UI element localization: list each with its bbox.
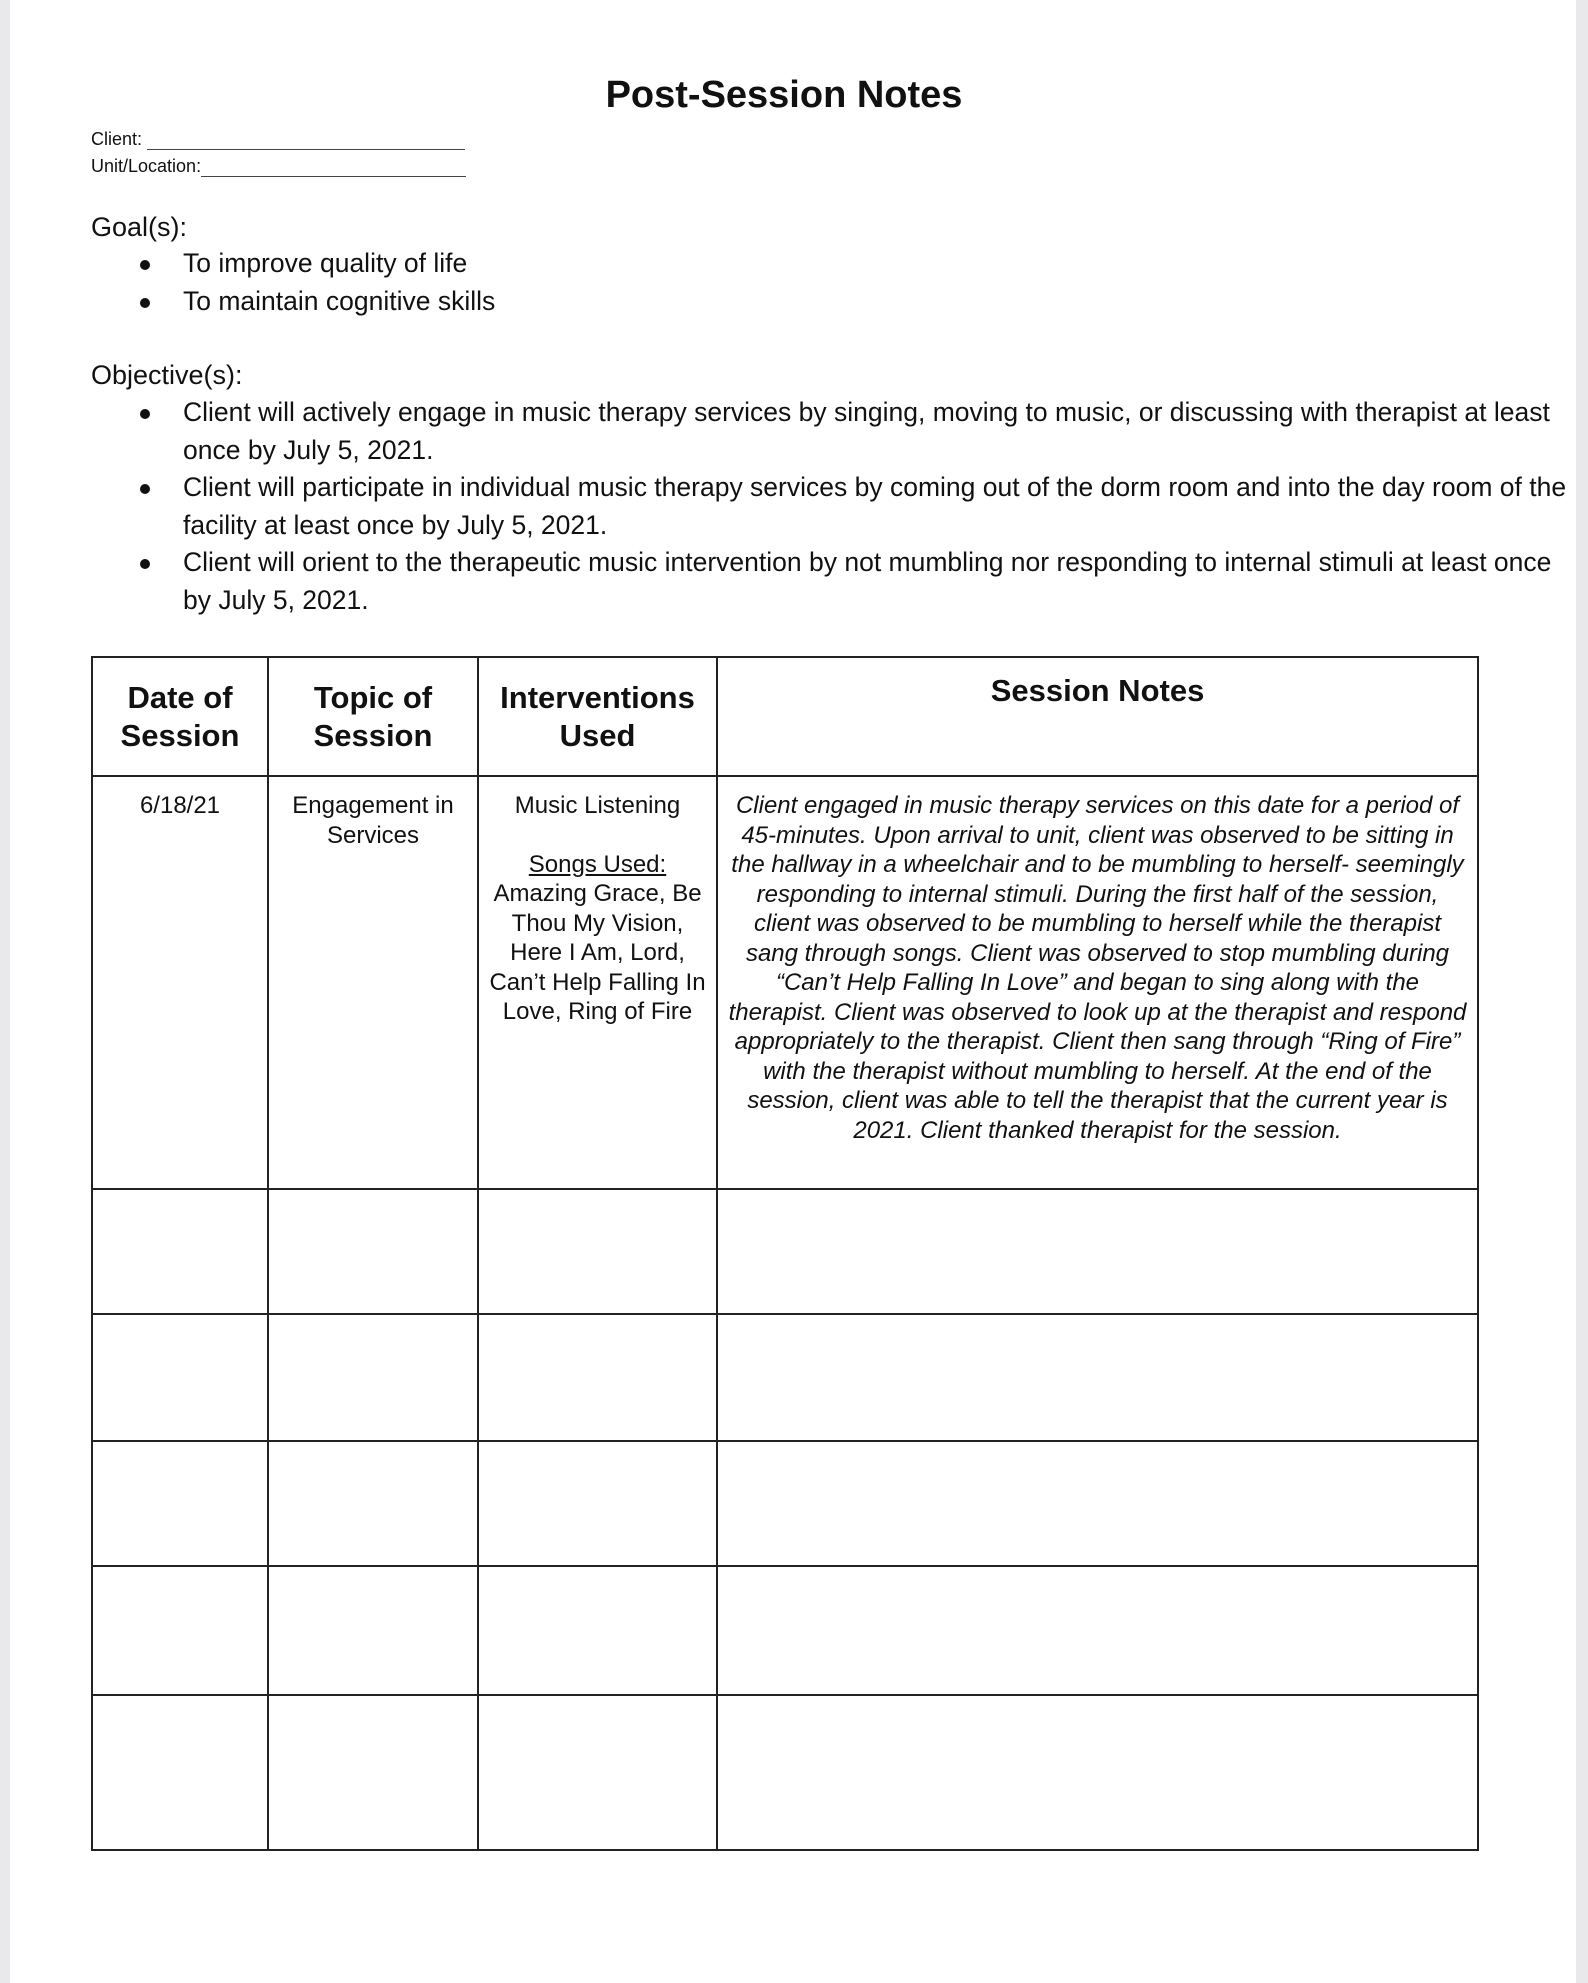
interventions-cell[interactable] [478, 776, 717, 1189]
empty-cell[interactable] [717, 1314, 1478, 1441]
empty-cell[interactable] [92, 1189, 268, 1314]
header-topic: Topic of Session [268, 657, 478, 776]
empty-cell[interactable] [478, 1189, 717, 1314]
empty-cell[interactable] [478, 1441, 717, 1566]
session-table [91, 656, 1479, 1851]
header-interventions: Interventions Used [478, 657, 717, 776]
table-row-empty [92, 1566, 1478, 1695]
empty-cell[interactable] [268, 1314, 478, 1441]
objectives-heading: Objective(s): [91, 360, 243, 390]
header-date: Date of Session [92, 657, 268, 776]
client-blank [147, 131, 465, 150]
unit-label: Unit/Location: [91, 156, 202, 176]
empty-cell[interactable] [478, 1566, 717, 1695]
goals-list [91, 245, 1583, 320]
unit-field [91, 156, 466, 177]
objective-item: Client will orient to the therapeutic music intervention by not mumbling nor responding to internal stimuli at least once by July 5, 2021. [183, 544, 1583, 619]
table-row [92, 776, 1478, 1189]
empty-cell[interactable] [478, 1314, 717, 1441]
topic-cell[interactable]: Engagement in Services [268, 776, 478, 1189]
objective-item: Client will actively engage in music therapy services by singing, moving to music, or discussing with therapist at least once by July 5, 2021. [183, 394, 1583, 469]
songs-list: Amazing Grace, Be Thou My Vision, Here I Am, Lord, Can’t Help Falling In Love, Ring of Fire [489, 880, 706, 1025]
empty-cell[interactable] [717, 1695, 1478, 1850]
empty-cell[interactable] [92, 1566, 268, 1695]
empty-cell[interactable] [717, 1441, 1478, 1566]
intervention-text: Music Listening [514, 792, 681, 819]
table-row-empty [92, 1695, 1478, 1850]
page-title: Post-Session Notes [605, 74, 963, 116]
empty-cell[interactable] [717, 1189, 1478, 1314]
songs-label: Songs Used: [528, 850, 667, 878]
empty-cell[interactable] [268, 1189, 478, 1314]
objectives-list [91, 394, 1583, 619]
goals-heading: Goal(s): [91, 212, 188, 242]
empty-cell[interactable] [92, 1441, 268, 1566]
client-label: Client: [91, 129, 143, 149]
goal-item: To improve quality of life [183, 245, 1583, 283]
notes-cell[interactable]: Client engaged in music therapy services on this date for a period of 45-minutes. Upon arrival to unit, client was observed to be sitting in the hallway in a wheelchair and to be mumbling to herself- seemingly responding to internal stimuli. During the first half of the session, client was observed to be mumbling to herself while the therapist sang through songs. Client was observed to stop mumbling during “Can’t Help Falling In Love” and began to sing along with the therapist. Client was observed to look up at the therapist and respond appropriately to the therapist. Client then sang through “Ring of Fire” with the therapist without mumbling to herself. At the end of the session, client was able to tell the therapist that the current year is 2021. Client thanked therapist for the session. [717, 776, 1478, 1189]
empty-cell[interactable] [268, 1441, 478, 1566]
table-row-empty [92, 1314, 1478, 1441]
header-notes: Session Notes [717, 657, 1478, 776]
objective-item: Client will participate in individual music therapy services by coming out of the dorm room and into the day room of the facility at least once by July 5, 2021. [183, 469, 1583, 544]
empty-cell[interactable] [268, 1566, 478, 1695]
unit-blank [201, 158, 466, 177]
table-header-row [92, 657, 1478, 776]
date-cell[interactable]: 6/18/21 [92, 776, 268, 1189]
table-row-empty [92, 1189, 1478, 1314]
empty-cell[interactable] [92, 1695, 268, 1850]
empty-cell[interactable] [92, 1314, 268, 1441]
goal-item: To maintain cognitive skills [183, 283, 1583, 321]
table-row-empty [92, 1441, 1478, 1566]
client-field [91, 129, 465, 150]
empty-cell[interactable] [717, 1566, 1478, 1695]
empty-cell[interactable] [268, 1695, 478, 1850]
empty-cell[interactable] [478, 1695, 717, 1850]
